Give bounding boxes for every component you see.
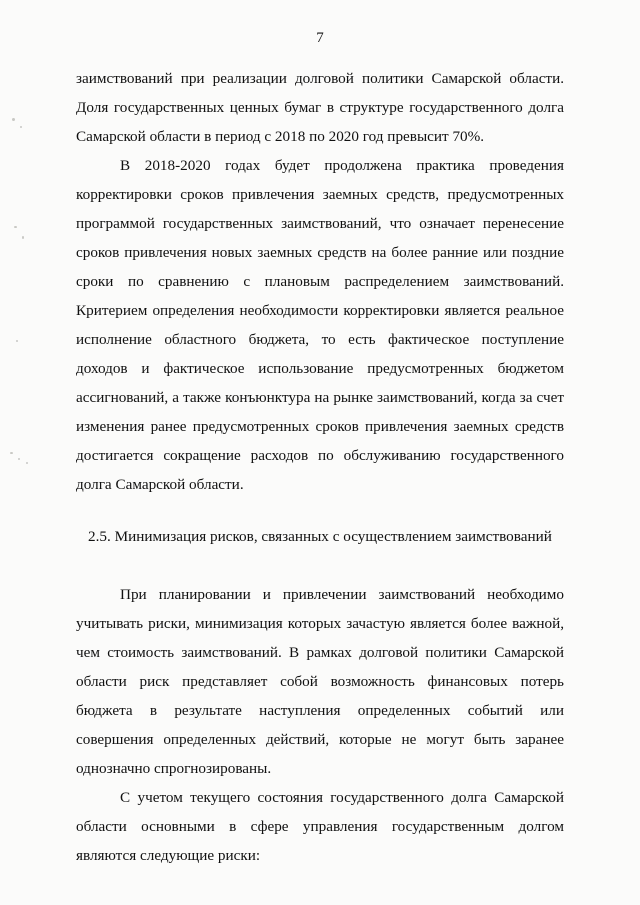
page-number: 7 [316, 30, 324, 46]
scan-artifact [26, 462, 28, 464]
paragraph-main-risks: С учетом текущего состояния государственного долга Самарской области основными в сфере управления государственным долгом являются следующие риски: [76, 789, 564, 864]
body-text-section [76, 580, 564, 870]
scan-artifact [16, 340, 18, 342]
scan-artifact [22, 236, 24, 239]
scan-artifact [18, 458, 20, 460]
scan-artifact [10, 452, 13, 454]
paragraph-risk-definition: При планировании и привлечении заимствований необходимо учитывать риски, минимизация которых зачастую является более важной, чем стоимость заимствований. В рамках долговой политики Самарской области риск представляет собой возможность финансовых потерь бюджета в результате наступления определенных событий или совершения определенных действий, которые не могут быть заранее однозначно спрогнозированы. [76, 586, 564, 777]
paragraph-continuation: заимствований при реализации долговой политики Самарской области. Доля государственных ценных бумаг в структуре государственного долга Самарской области в период с 2018 по 2020 год превысит 70%. [76, 70, 564, 145]
section-heading: 2.5. Минимизация рисков, связанных с осуществлением заимствований [88, 528, 552, 545]
scan-artifact [14, 226, 17, 228]
scan-artifact [20, 126, 22, 128]
paragraph-correction-terms: В 2018-2020 годах будет продолжена практика проведения корректировки сроков привлечения заемных средств, предусмотренных программой государственных заимствований, что означает перенесение сроков привлечения новых заемных средств на более ранние или поздние сроки по сравнению с плановым распределением заимствований. Критерием определения необходимости корректировки является реальное исполнение областного бюджета, то есть фактическое поступление доходов и фактическое использование предусмотренных бюджетом ассигнований, а также конъюнктура на рынке заимствований, когда за счет изменения ранее предусмотренных сроков привлечения заемных средств достигается сокращение расходов по обслуживанию государственного долга Самарской области. [76, 157, 564, 493]
scan-artifact [12, 118, 15, 121]
body-text-top [76, 64, 564, 499]
